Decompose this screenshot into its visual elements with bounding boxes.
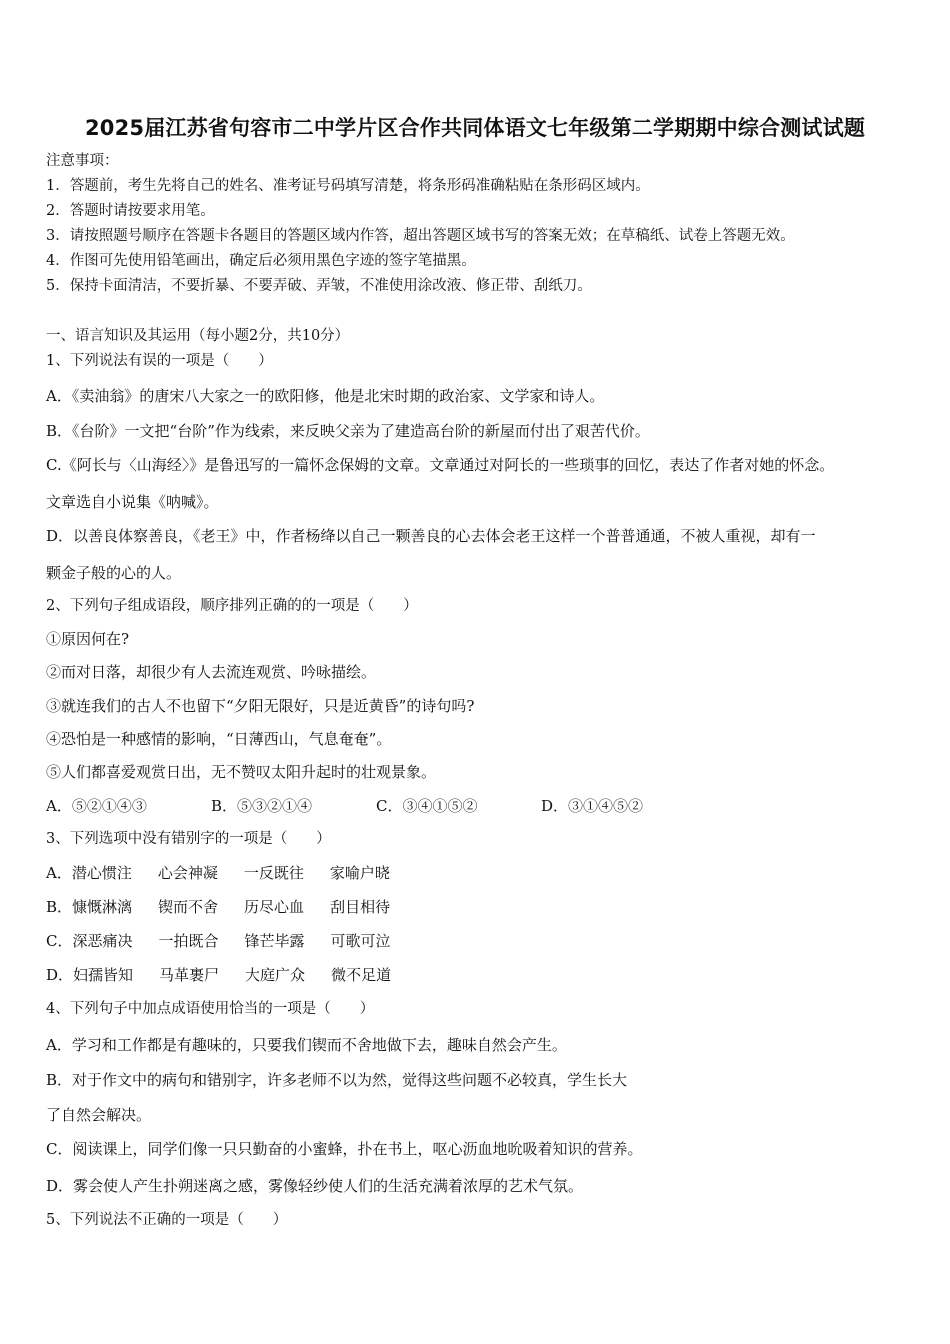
q4-option-d: D．雾会使人产生扑朔迷离之感，雾像轻纱使人们的生活充满着浓厚的艺术气氛。 — [46, 1177, 584, 1195]
notice-item-5: 5．保持卡面清洁，不要折暴、不要弄破、弄皱，不准使用涂改液、修正带、刮纸刀。 — [46, 278, 592, 294]
q3-c-word-2: 一拍既合 — [158, 932, 219, 950]
q4-option-b-line1: B．对于作文中的病句和错别字，许多老师不以为然，觉得这些问题不必较真，学生长大 — [46, 1071, 628, 1089]
q3-option-a — [46, 863, 416, 883]
q3-c-word-3: 锋芒毕露 — [244, 932, 305, 950]
q3-b-word-4: 刮目相待 — [330, 898, 391, 916]
q2-sentence-2: ②而对日落，却很少有人去流连观赏、吟咏描绘。 — [46, 663, 377, 681]
q3-c-word-1: C．深恶痛决 — [46, 932, 133, 950]
q3-d-word-2: 马革裹尸 — [159, 966, 220, 984]
notice-heading: 注意事项： — [46, 153, 119, 169]
notice-item-2: 2．答题时请按要求用笔。 — [46, 203, 215, 219]
q3-a-word-4: 家喻户晓 — [329, 864, 390, 882]
q2-option-a: A．⑤②①④③ — [46, 797, 147, 815]
q3-a-word-3: 一反既往 — [243, 864, 304, 882]
notice-item-3: 3．请按照题号顺序在答题卡各题目的答题区域内作答，超出答题区域书写的答案无效；在草稿纸、试卷上答题无效。 — [46, 228, 795, 244]
q3-d-word-1: D．妇孺皆知 — [46, 966, 134, 984]
q3-b-word-3: 历尽心血 — [244, 898, 305, 916]
q4-option-c: C．阅读课上，同学们像一只只勤奋的小蜜蜂，扑在书上，呕心沥血地吮吸着知识的营养。 — [46, 1140, 643, 1158]
q2-options — [46, 796, 643, 816]
q1-option-a: A．《卖油翁》的唐宋八大家之一的欧阳修，他是北宋时期的政治家、文学家和诗人。 — [46, 387, 605, 405]
q1-option-d-line1: D．以善良体察善良，《老王》中，作者杨绛以自己一颗善良的心去体会老王这样一个普普通通，不被人重视，却有一 — [46, 527, 816, 545]
q3-option-b — [46, 897, 416, 917]
exam-title: 2025届江苏省句容市二中学片区合作共同体语文七年级第二学期期中综合测试试题 — [84, 116, 866, 140]
q3-a-word-1: A．潜心惯注 — [46, 864, 132, 882]
q1-option-c-line2: 文章选自小说集《呐喊》。 — [46, 493, 219, 511]
notice-item-4: 4．作图可先使用铅笔画出，确定后必须用黑色字迹的签字笔描黑。 — [46, 253, 476, 269]
q1-stem: 1、下列说法有误的一项是（ ） — [46, 353, 273, 369]
section-1-heading: 一、语言知识及其运用（每小题2分，共10分） — [46, 328, 350, 344]
q3-b-word-2: 锲而不舍 — [158, 898, 219, 916]
q4-stem: 4、下列句子中加点成语使用恰当的一项是（ ） — [46, 1001, 375, 1017]
q5-stem: 5、下列说法不正确的一项是（ ） — [46, 1212, 288, 1228]
q3-option-c — [46, 931, 417, 951]
q1-option-b: B．《台阶》一文把“台阶”作为线索，来反映父亲为了建造高台阶的新屋而付出了艰苦代价。 — [46, 422, 650, 440]
q3-a-word-2: 心会神凝 — [157, 864, 218, 882]
q2-option-d: D．③①④⑤② — [541, 797, 644, 815]
q3-d-word-3: 大庭广众 — [245, 966, 306, 984]
q4-option-a: A．学习和工作都是有趣味的，只要我们锲而不舍地做下去，趣味自然会产生。 — [46, 1036, 567, 1054]
q3-b-word-1: B．慷慨淋漓 — [46, 898, 133, 916]
q1-option-d-line2: 颗金子般的心的人。 — [46, 564, 182, 582]
q1-option-c-line1: C.《阿长与〈山海经〉》是鲁迅写的一篇怀念保姆的文章。文章通过对阿长的一些琐事的回忆，表达了作者对她的怀念。 — [46, 456, 835, 474]
q2-sentence-1: ①原因何在? — [46, 630, 130, 648]
q3-stem: 3、下列选项中没有错别字的一项是（ ） — [46, 831, 331, 847]
notice-item-1: 1．答题前，考生先将自己的姓名、准考证号码填写清楚，将条形码准确粘贴在条形码区域内。 — [46, 178, 650, 194]
q4-option-b-line2: 了自然会解决。 — [46, 1106, 152, 1124]
q3-c-word-4: 可歌可泣 — [330, 932, 391, 950]
q2-sentence-3: ③就连我们的古人不也留下“夕阳无限好，只是近黄昏”的诗句吗? — [46, 697, 475, 715]
q2-sentence-5: ⑤人们都喜爱观赏日出，无不赞叹太阳升起时的壮观景象。 — [46, 763, 437, 781]
q3-option-d — [46, 965, 417, 985]
q2-sentence-4: ④恐怕是一种感情的影响，“日薄西山，气息奄奄”。 — [46, 730, 392, 748]
q2-stem: 2、下列句子组成语段，顺序排列正确的的一项是（ ） — [46, 598, 418, 614]
q2-option-c: C．③④①⑤② — [376, 797, 478, 815]
q3-d-word-4: 微不足道 — [331, 966, 392, 984]
q2-option-b: B．⑤③②①④ — [211, 797, 313, 815]
